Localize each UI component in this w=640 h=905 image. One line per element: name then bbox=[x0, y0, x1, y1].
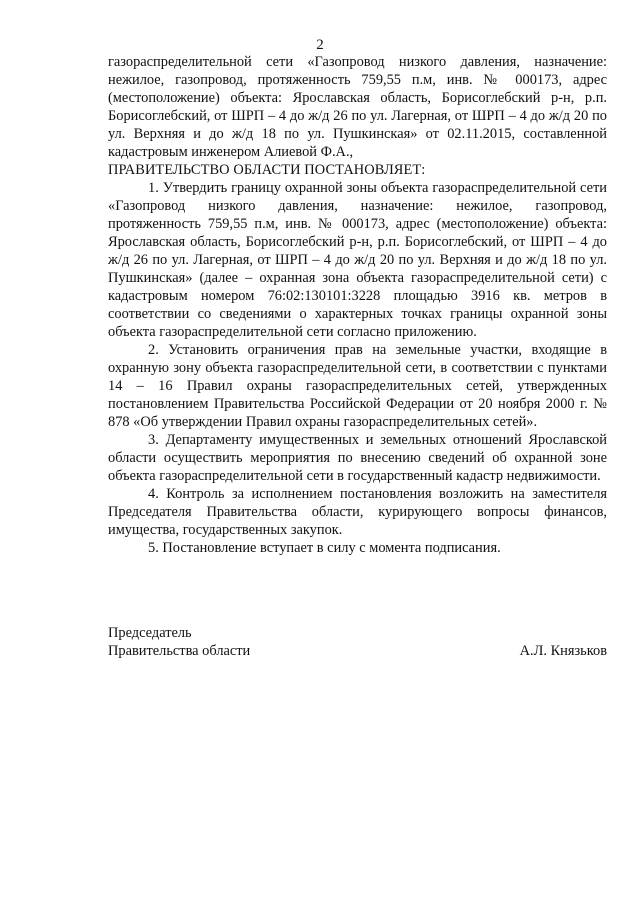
clause-3: 3. Департаменту имущественных и земельных отношений Ярославской области осуществить мероприятия по внесению сведений об охранной зоне объекта газораспределительной сети в государственный кадастр недвижимости. bbox=[108, 432, 607, 484]
clause-1: 1. Утвердить границу охранной зоны объекта газораспределительной сети «Газопровод низкого давления, назначение: нежилое, газопровод, протяженность 759,55 п.м, инв. № 000173, адрес (местоположение) объекта: Ярославская область, Борисоглебский р-н, р.п. Борисоглебский, от ШРП – 4 до ж/д 26 по ул. Лагерная, от ШРП – 4 до ж/д 20 по ул. Верхняя и до ж/д 18 по ул. Пушкинская» (далее – охранная зона объекта газораспределительной сети) с кадастровым номером 76:02:130101:3228 площадью 3916 кв. метров в соответствии со сведениями о характерных точках границы охранной зоны объекта газораспределительной сети согласно приложению. bbox=[108, 180, 607, 340]
signature-row bbox=[108, 642, 607, 660]
clause-5: 5. Постановление вступает в силу с момента подписания. bbox=[148, 540, 501, 556]
decree-heading: ПРАВИТЕЛЬСТВО ОБЛАСТИ ПОСТАНОВЛЯЕТ: bbox=[108, 162, 426, 178]
page-number: 2 bbox=[316, 37, 324, 53]
intro-paragraph: газораспределительной сети «Газопровод низкого давления, назначение: нежилое, газопровод, протяженность 759,55 п.м, инв. № 000173, адрес (местоположение) объекта: Ярославская область, Борисоглебский р-н, р.п. Борисоглебский, от ШРП – 4 до ж/д 26 по ул. Лагерная, от ШРП – 4 до ж/д 20 по ул. Верхняя и до ж/д 18 по ул. Пушкинская» от 02.11.2015, составленной кадастровым инженером Алиевой Ф.А., bbox=[108, 54, 607, 160]
signatory-title-line2: Правительства области bbox=[108, 643, 251, 659]
clause-4: 4. Контроль за исполнением постановления возложить на заместителя Председателя Правительства области, курирующего вопросы финансов, имущества, государственных закупок. bbox=[108, 486, 607, 538]
clause-2: 2. Установить ограничения прав на земельные участки, входящие в охранную зону объекта газораспределительной сети, в соответствии с пунктами 14 – 16 Правил охраны газораспределительных сетей, утвержденных постановлением Правительства Российской Федерации от 20 ноября 2000 г. № 878 «Об утверждении Правил охраны газораспределительных сетей». bbox=[108, 342, 607, 430]
signatory-name: А.Л. Князьков bbox=[519, 643, 607, 659]
document-body bbox=[108, 53, 607, 557]
signature-block bbox=[108, 624, 607, 660]
signatory-title-line1: Председатель bbox=[108, 625, 192, 641]
